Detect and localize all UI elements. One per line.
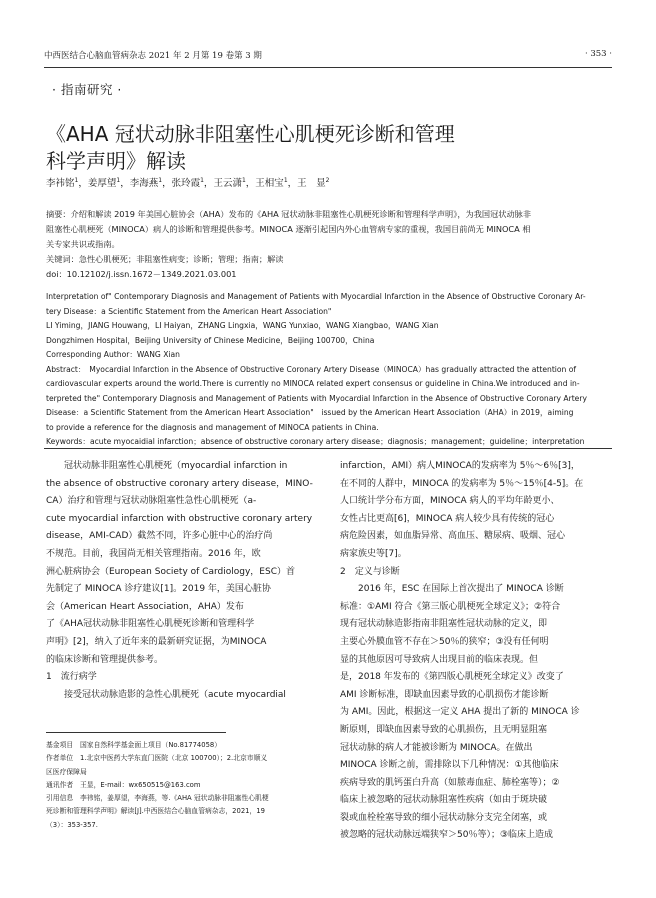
keywords-cn: 关键词：急性心肌梗死；非阻塞性病变；诊断；管理；指南；解读 — [46, 254, 284, 264]
heading-definition: 2 定义与诊断 — [340, 566, 400, 577]
en-abstract: Abstract： Myocardial Infarction in the Absence of Obstructive Coronary Artery Disease（MINOCA）has gradually attracted the attention of — [46, 364, 577, 374]
journal-info: 中西医结合心脑血管病杂志 2021 年 2 月第 19 卷第 3 期 — [44, 51, 262, 61]
author: 王云潇 — [213, 178, 242, 189]
abstract-cn: 摘要：介绍和解读 2019 年美国心脏协会（AHA）发布的《AHA 冠状动脉非阻塞性心肌梗死诊断和管理科学声明》，为我国冠状动脉非 阻塞性心肌梗死（MINOCA）病人的诊断和管理提供参考。MINOCA 逐渐引起国内外心血管病专家的重视，我国目前尚无 MINOCA 相 关专家共识或指南。 关键词：急性心肌梗死；非阻塞性病变；诊断；管理；指南；解读 doi：10.12102/j.issn.1672－1349.2021.03.001 — [46, 207, 612, 282]
citation-info: 引用信息 李祎铭，姜厚望，李海燕，等.《AHA 冠状动脉非阻塞性心肌梗 — [46, 794, 269, 803]
author-list: 李祎铭$^1$，姜厚望$^1$，李海燕$^1$，张玲霞$^1$，王云潇$^1$，王相宝$^1$，王 显$^2$ — [46, 176, 330, 189]
page-number: · 353 · — [584, 49, 612, 59]
en-corresponding: Corresponding Author：WANG Xian — [46, 350, 180, 359]
footnotes: 基金项目 国家自然科学基金面上项目（No.81774058） 作者单位 1.北京中医药大学东直门医院（北京 100700）；2.北京市顺义 区医疗保障局 通讯作者 王显，E-mail：wx650515@163.com 引用信息 李祎铭，姜厚望，李海燕，等.《AHA 冠状动脉非阻塞性心肌梗 死诊断和管理科学声明》解读[J].中西医结合心脑血管病杂志，2021，19 （3）：353-357. — [46, 739, 316, 832]
running-header — [44, 49, 612, 65]
author: 张玲霞 — [171, 178, 201, 189]
right-column: infarction，AMI）病人MINOCA的发病率为 5％～6％[3]， 在不同的人群中，MINOCA 的发病率为 5％～15％[4-5]。在 人口统计学分布方面，MINOCA 病人的平均年龄更小、 女性占比更高[6]，MINOCA 病人较少具有传统的冠心 病危险因素，如血脂异常、高血压、糖尿病、吸烟、冠心 病家族史等[7]。 2 定义与诊断 2016 年，ESC 在国际上首次提出了 MINOCA 诊断 标准：①AMI 符合《第三版心肌梗死全球定义》；②符合 现有冠状动脉造影指南非阻塞性冠状动脉的定义，即 主要心外膜血管不存在＞50％的狭窄；③没有任何明 显的其他原因可导致病人出现目前的临床表现。但 是，2018 年发布的《第四版心肌梗死全球定义》改变了 AMI 诊断标准，即缺血因素导致的心肌损伤才能诊断 为 AMI。因此，根据这一定义 AHA 提出了新的 MINOCA 诊 断原则，即缺血因素导致的心肌损伤，且无明显阻塞 冠状动脉的病人才能被诊断为 MINOCA。在做出 MINOCA 诊断之前，需排除以下几种情况：①其他临床 疾病导致的肌钙蛋白升高（如脓毒血症、肺栓塞等）；② 临床上被忽略的冠状动脉阻塞性疾病（如由于斑块破 裂或血栓栓塞导致的细小冠状动脉分支完全闭塞，或 被忽略的冠状动脉远端狭窄＞50％等）；③临床上造成 — [340, 458, 610, 845]
abstract-rule — [44, 448, 612, 449]
left-column: 冠状动脉非阻塞性心肌梗死（myocardial infarction in the absence of obstructive coronary artery disease，MINO- CA）治疗和管理与冠状动脉阻塞性急性心肌梗死（a- cute myocardial infarction with obstructive coronary artery disease，AMI-CAD）截然不同，许多心脏中心的治疗尚 不规范。目前，我国尚无相关管理指南。2016 年，欧 洲心脏病协会（European Society of Cardiology，ESC）首 先制定了 MINOCA 诊疗建议[1]。2019 年，美国心脏协 会（American Heart Association，AHA）发布 了《AHA冠状动脉非阻塞性心肌梗死诊断和管理科学 声明》[2]，纳入了近年来的最新研究证据，为MINOCA 的临床诊断和管理提供参考。 1 流行病学 接受冠状动脉造影的急性心肌梗死（acute myocardial — [46, 458, 316, 704]
article-title-line-2: 科学声明》解读 — [46, 149, 186, 173]
en-affiliation: Dongzhimen Hospital，Beijing University of Chinese Medicine，Beijing 100700，China — [46, 335, 375, 345]
author-unit: 作者单位 1.北京中医药大学东直门医院（北京 100700）；2.北京市顺义 — [46, 754, 268, 763]
author: 李祎铭 — [46, 178, 75, 189]
article-title-line-1: 《AHA 冠状动脉非阻塞性心肌梗死诊断和管理 — [46, 122, 455, 146]
english-abstract-block: Interpretation of" Contemporary Diagnosis and Management of Patients with Myocardial Infarction in the Absence of Obstructive Coronary Ar- tery Disease：a Scientific Statement from the American Heart Association" LI Yiming，JIANG Houwang，LI Haiyan，ZHANG Lingxia，WANG Yunxiao，WANG Xiangbao，WANG Xian Dongzhimen Hospital，Beijing University of Chinese Medicine，Beijing 100700，China Corresponding Author：WANG Xian Abstract： Myocardial Infarction in the Absence of Obstructive Coronary Artery Disease（MINOCA）has gradually attracted the attention of cardiovascular experts around the world.There is currently no MINOCA related expert consensus or guideline in China.We introduced and in- terpreted the" Contemporary Diagnosis and Management of Patients with Myocardial Infarction in the Absence of Obstructive Coronary Artery Disease：a Scientific Statement from the American Heart Association" issued by the American Heart Association（AHA）in 2019，aiming to provide a reference for the diagnosis and management of MINOCA patients in China. Keywords：acute myocaidial infarction；absence of obstructive coronary artery disease；diagnosis；management；guideline；interpretation — [46, 290, 612, 450]
fund-info: 基金项目 国家自然科学基金面上项目（No.81774058） — [46, 741, 222, 749]
author: 李海燕 — [129, 178, 159, 189]
author: 姜厚望 — [87, 178, 117, 189]
header-rule — [44, 67, 612, 68]
en-keywords: Keywords：acute myocaidial infarction；absence of obstructive coronary artery disease；diagnosis；management；guideline；interpretation — [46, 437, 585, 446]
heading-epidemiology: 1 流行病学 — [46, 672, 97, 683]
en-authors: LI Yiming，JIANG Houwang，LI Haiyan，ZHANG Lingxia，WANG Yunxiao，WANG Xiangbao，WANG Xian — [46, 321, 439, 330]
en-title: Interpretation of" Contemporary Diagnosis and Management of Patients with Myocardial Infarction in the Absence of Obstructive Coronary Ar- — [46, 292, 586, 301]
doi: doi：10.12102/j.issn.1672－1349.2021.03.001 — [46, 269, 237, 279]
footnote-rule — [46, 732, 226, 733]
author: 王相宝 — [255, 178, 284, 189]
corresponding-author: 通讯作者 王显，E-mail：wx650515@163.com — [46, 780, 201, 789]
author: 王 显 — [297, 178, 326, 189]
section-label: · 指南研究 · — [52, 82, 122, 97]
